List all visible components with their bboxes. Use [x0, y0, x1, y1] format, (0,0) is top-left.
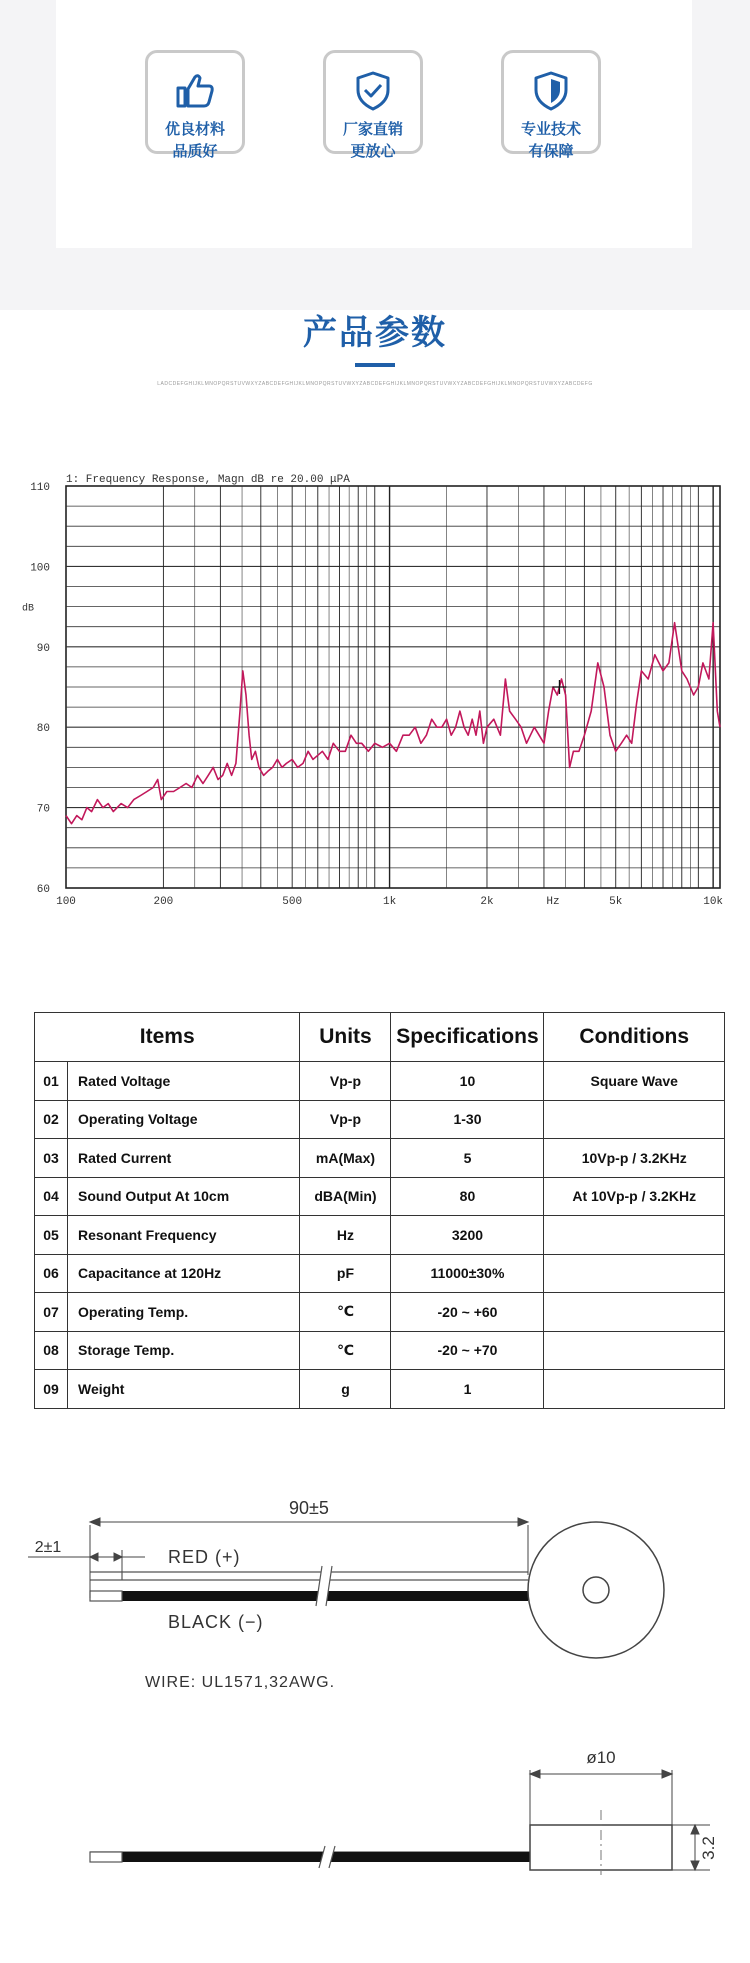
row-unit: pF — [300, 1254, 391, 1293]
feature-tech-line2: 有保障 — [528, 143, 574, 160]
row-item: Weight — [68, 1370, 300, 1409]
shield-icon — [529, 69, 573, 113]
y-tick-label: 80 — [36, 723, 50, 736]
feature-tech — [501, 50, 601, 160]
row-spec: 80 — [391, 1177, 544, 1216]
row-condition: Square Wave — [544, 1062, 725, 1101]
row-condition: 10Vp-p / 3.2KHz — [544, 1139, 725, 1178]
x-tick-label: 1k — [382, 896, 397, 908]
row-condition — [544, 1100, 725, 1139]
row-condition — [544, 1293, 725, 1332]
y-axis-label: dB — [22, 603, 35, 615]
row-item: Rated Current — [68, 1139, 300, 1178]
row-spec: 5 — [391, 1139, 544, 1178]
row-spec: -20 ~ +70 — [391, 1331, 544, 1370]
row-spec: -20 ~ +60 — [391, 1293, 544, 1332]
side-wire-stripped-end — [90, 1852, 122, 1862]
row-number: 03 — [35, 1139, 68, 1178]
table-row — [35, 1062, 725, 1101]
buzzer-top-view — [528, 1522, 664, 1658]
red-wire-label: RED (+) — [168, 1547, 241, 1567]
x-tick-label: 5k — [609, 896, 623, 908]
feature-quality — [145, 50, 245, 160]
diameter-dimension: ø10 — [586, 1748, 616, 1767]
row-unit: ℃ — [300, 1331, 391, 1370]
header-items: Items — [35, 1013, 300, 1062]
y-tick-label: 60 — [36, 884, 50, 896]
row-number: 05 — [35, 1216, 68, 1255]
table-row — [35, 1331, 725, 1370]
row-number: 01 — [35, 1062, 68, 1101]
row-item: Resonant Frequency — [68, 1216, 300, 1255]
row-number: 07 — [35, 1293, 68, 1332]
frequency-response-chart — [0, 462, 750, 922]
length-dimension: 90±5 — [289, 1498, 329, 1518]
row-unit: ℃ — [300, 1293, 391, 1332]
row-unit: Vp-p — [300, 1062, 391, 1101]
row-item: Sound Output At 10cm — [68, 1177, 300, 1216]
y-tick-label: 70 — [36, 803, 50, 816]
row-number: 06 — [35, 1254, 68, 1293]
black-wire — [90, 1591, 528, 1601]
x-tick-label: Hz — [546, 896, 560, 908]
feature-direct — [323, 50, 423, 160]
wire-spec-note: WIRE: UL1571,32AWG. — [145, 1674, 336, 1691]
row-condition — [544, 1216, 725, 1255]
y-tick-label: 90 — [36, 642, 50, 655]
side-black-wire — [90, 1852, 530, 1862]
title-underline — [355, 363, 395, 367]
row-item: Capacitance at 120Hz — [68, 1254, 300, 1293]
header-specifications: Specifications — [391, 1013, 544, 1062]
row-number: 02 — [35, 1100, 68, 1139]
y-tick-label: 100 — [30, 562, 50, 575]
row-number: 04 — [35, 1177, 68, 1216]
x-tick-label: 200 — [153, 896, 174, 908]
x-tick-label: 100 — [56, 896, 76, 908]
feature-direct-line1: 厂家直销 — [342, 121, 403, 138]
feature-quality-line1: 优良材料 — [164, 121, 225, 138]
thumbs-up-icon — [173, 69, 217, 113]
row-unit: Vp-p — [300, 1100, 391, 1139]
row-condition: At 10Vp-p / 3.2KHz — [544, 1177, 725, 1216]
y-tick-label: 110 — [30, 482, 50, 494]
row-spec: 11000±30% — [391, 1254, 544, 1293]
dimension-drawing — [0, 1480, 750, 1900]
feature-quality-line2: 品质好 — [172, 143, 218, 160]
row-spec: 1-30 — [391, 1100, 544, 1139]
table-row — [35, 1370, 725, 1409]
row-item: Storage Temp. — [68, 1331, 300, 1370]
table-row — [35, 1254, 725, 1293]
feature-direct-line2: 更放心 — [350, 143, 396, 160]
row-item: Operating Voltage — [68, 1100, 300, 1139]
row-spec: 3200 — [391, 1216, 544, 1255]
row-number: 08 — [35, 1331, 68, 1370]
row-unit: dBA(Min) — [300, 1177, 391, 1216]
strip-dimension: 2±1 — [34, 1539, 62, 1556]
row-unit: g — [300, 1370, 391, 1409]
row-unit: mA(Max) — [300, 1139, 391, 1178]
row-item: Rated Voltage — [68, 1062, 300, 1101]
feature-tech-line1: 专业技术 — [520, 121, 581, 138]
row-item: Operating Temp. — [68, 1293, 300, 1332]
black-wire-label: BLACK (−) — [168, 1612, 264, 1632]
section-title: 产品参数 — [303, 314, 447, 352]
sound-hole — [583, 1577, 609, 1603]
table-row — [35, 1100, 725, 1139]
row-spec: 10 — [391, 1062, 544, 1101]
spec-header-row — [35, 1013, 725, 1062]
row-spec: 1 — [391, 1370, 544, 1409]
spec-table — [34, 1012, 725, 1409]
x-tick-label: 2k — [480, 896, 494, 908]
row-number: 09 — [35, 1370, 68, 1409]
x-tick-label: 10k — [703, 896, 724, 908]
x-tick-label: 500 — [282, 896, 303, 908]
table-row — [35, 1216, 725, 1255]
header-units: Units — [300, 1013, 391, 1062]
header-conditions: Conditions — [544, 1013, 725, 1062]
black-wire-stripped-end — [90, 1591, 122, 1601]
row-condition — [544, 1331, 725, 1370]
table-row — [35, 1177, 725, 1216]
row-unit: Hz — [300, 1216, 391, 1255]
height-dimension: 3.2 — [699, 1836, 718, 1860]
row-condition — [544, 1370, 725, 1409]
table-row — [35, 1293, 725, 1332]
section-subtitle: LADCDEFGHIJKLMNOPQRSTUVWXYZABCDEFGHIJKLMNOPQRSTUVWXYZABCDEFGHIJKLMNOPQRSTUVWXYZABCDEFGHIJKLMNOPQRSTUVWXYZABCDEFG — [157, 381, 593, 387]
table-row — [35, 1139, 725, 1178]
chart-title: 1: Frequency Response, Magn dB re 20.00 μPA — [66, 474, 350, 486]
shield-check-icon — [351, 69, 395, 113]
row-condition — [544, 1254, 725, 1293]
